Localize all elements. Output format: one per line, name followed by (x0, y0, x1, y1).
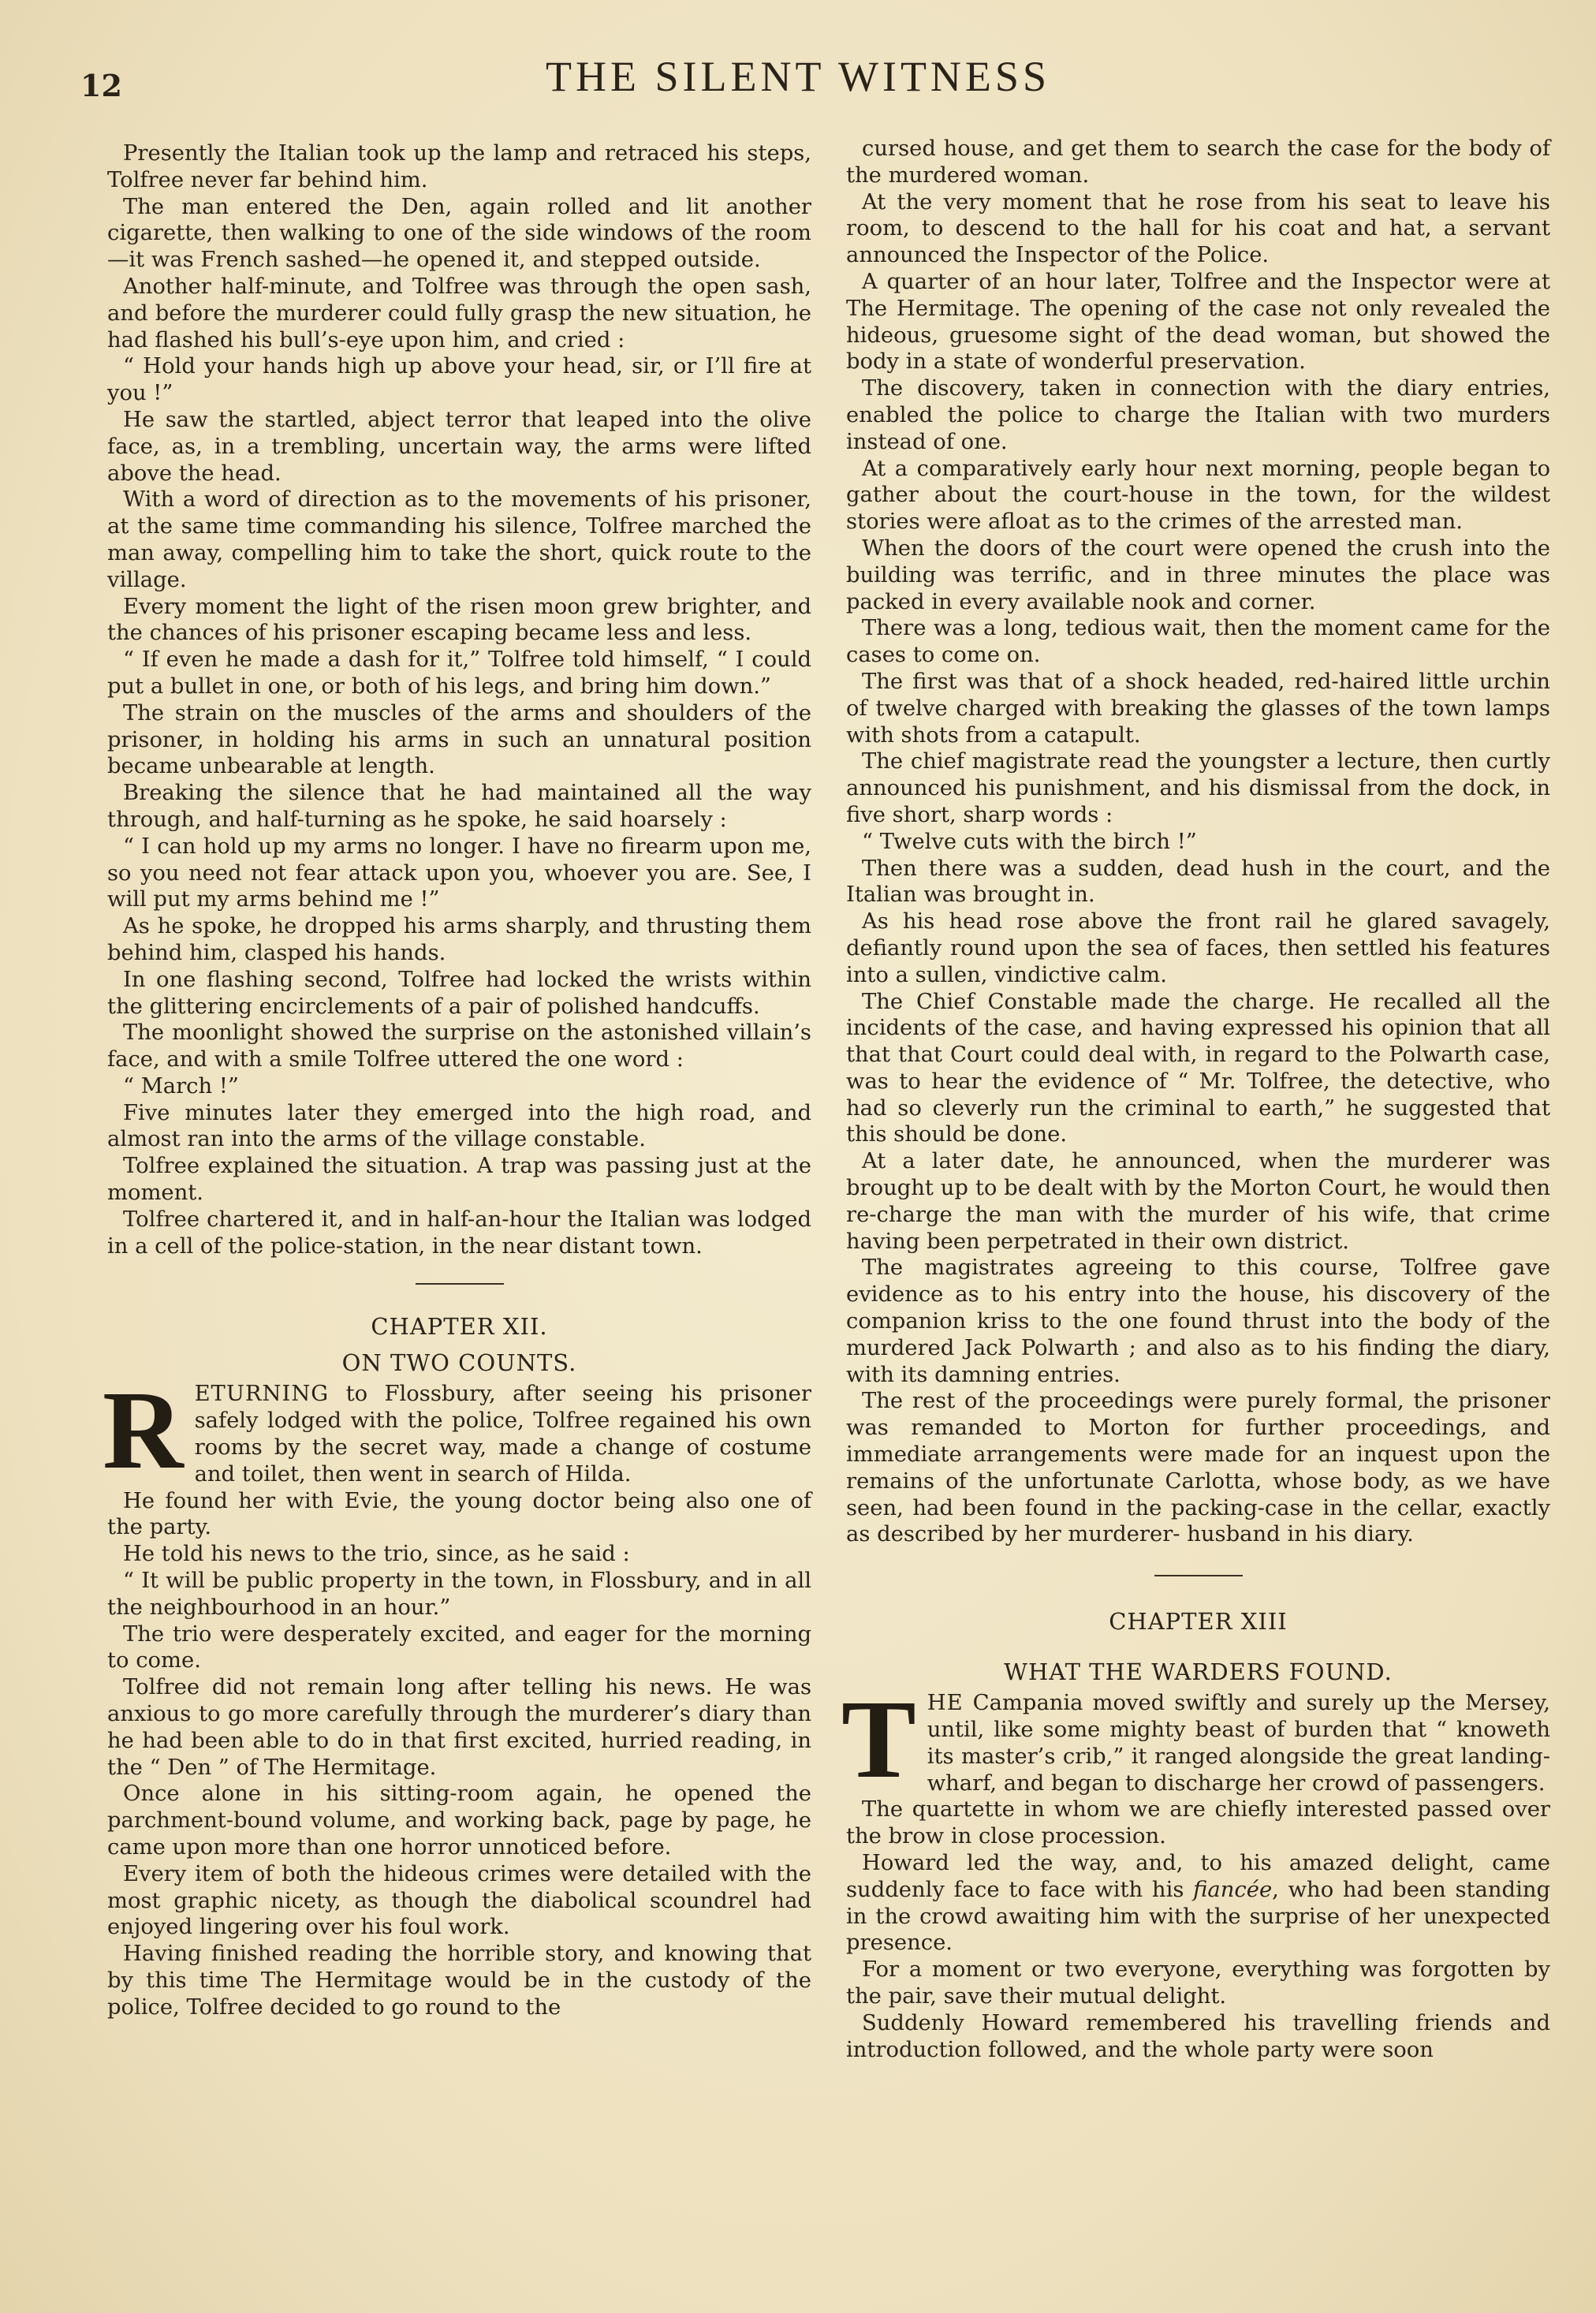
left-column (103, 140, 811, 2021)
paragraph: With a word of direction as to the movements of his prisoner, at the same time commanding his silence, Tolfree marched the man away, compelling him to take the short, quick route to the village. (107, 487, 811, 592)
paragraph: In one flashing second, Tolfree had locked the wrists within the glittering encirclements of a pair of polished handcuffs. (107, 967, 811, 1019)
right-column (841, 136, 1550, 2063)
paragraph-text: , who had been standing in the crowd awaiting him with the surprise of her unexpected presence. (846, 1877, 1550, 1956)
paragraph: Tolfree explained the situation. A trap was passing just at the moment. (107, 1154, 811, 1206)
paragraph: “ I can hold up my arms no longer. I have no firearm upon me, so you need not fear attack upon you, whoever you are. See, I will put my arms behind me !” (107, 834, 811, 912)
chapter-title: WHAT THE WARDERS FOUND. (1004, 1658, 1393, 1686)
opening-paragraph (107, 1381, 811, 1487)
paragraph: Suddenly Howard remembered his travelling friends and introduction followed, and the whole party were soon (846, 2010, 1550, 2062)
paragraph: The man entered the Den, again rolled and lit another cigarette, then walking to one of the side windows of the room—it was French sashed—he opened it, and stepped outside. (107, 194, 811, 273)
paragraph: Tolfree did not remain long after telling his news. He was anxious to go more carefully through the murderer’s diary than he had been able to do in that first excited, hurried reading, in the “ Den ” of The Hermitage. (107, 1675, 811, 1780)
paragraph: The rest of the proceedings were purely formal, the prisoner was remanded to Morton for further proceedings, and immediate arrangements were made for an inquest upon the remains of the unfortunate Carlotta, whose body, as we have seen, had been found in the packing-case in the cellar, exactly as described by her murderer- husband in his diary. (846, 1389, 1550, 1547)
paragraph: The trio were desperately excited, and eager for the morning to come. (107, 1621, 811, 1673)
paragraph: The chief magistrate read the youngster a lecture, then curtly announced his punishment, and his dismissal from the dock, in five short, sharp words : (846, 749, 1550, 827)
right-paragraphs (846, 136, 1550, 1548)
paragraph: Every item of both the hideous crimes were detailed with the most graphic nicety, as though the diabolical scoundrel had enjoyed lingering over his foul work. (107, 1861, 811, 1940)
paragraph: Another half-minute, and Tolfree was through the open sash, and before the murderer could fully grasp the new situation, he had flashed his bull’s-eye upon him, and cried : (107, 274, 811, 353)
paragraph: “ Twelve cuts with the birch !” (862, 829, 1197, 854)
paragraph: Breaking the silence that he had maintained all the way through, and half-turning as he spoke, he said hoarsely : (107, 781, 811, 832)
paragraph: Five minutes later they emerged into the high road, and almost ran into the arms of the village constable. (107, 1100, 811, 1152)
running-title: THE SILENT WITNESS (546, 53, 1050, 100)
paragraph: Then there was a sudden, dead hush in the court, and the Italian was brought in. (846, 856, 1550, 908)
paragraph: The magistrates agreeing to this course, Tolfree gave evidence as to his entry into the house, his discovery of the companion kriss to the one found thrust into the body of the murdered Jack Polwarth ; and also as to his finding the diary, with its damning entries. (846, 1255, 1550, 1387)
opening-word: HE (927, 1691, 964, 1716)
opening-word: ETURNING (194, 1382, 330, 1407)
paragraph: He saw the startled, abject terror that leaped into the olive face, as, in a trembling, uncertain way, the arms were lifted above the head. (107, 407, 811, 486)
paragraph: “ March !” (123, 1073, 239, 1099)
chapter-12-paragraphs (107, 1488, 811, 2021)
opening-text: to Flossbury, after seeing his prisoner safely lodged with the police, Tolfree regained his own rooms by the secret way, made a change of costume and toilet, then went in search of Hilda. (194, 1382, 811, 1487)
chapter-number: CHAPTER XII. (371, 1313, 548, 1341)
paragraph: The moonlight showed the surprise on the astonished villain’s face, and with a smile Tolfree uttered the one word : (107, 1020, 811, 1073)
section-divider (416, 1283, 504, 1285)
paragraph: The discovery, taken in connection with the diary entries, enabled the police to charge the Italian with two murders instead of one. (846, 376, 1550, 454)
opening-paragraph (846, 1690, 1550, 1796)
paragraph: The quartette in whom we are chiefly interested passed over the brow in close procession. (846, 1797, 1550, 1849)
section-divider (1154, 1575, 1243, 1576)
paragraph: At the very moment that he rose from his seat to leave his room, to descend to the hall for his coat and hat, a servant announced the Inspector of the Police. (846, 189, 1550, 268)
paragraph: The strain on the muscles of the arms and shoulders of the prisoner, in holding his arms in such an unnatural position became unbearable at length. (107, 700, 811, 779)
chapter-opening (841, 1677, 1550, 1802)
paragraph: The Chief Constable made the charge. He recalled all the incidents of the case, and having expressed his opinion that all that that Court could deal with, in regard to the Polwarth case, was to hear the evidence of “ Mr. Tolfree, the detective, who had so cleverly run the criminal to earth,” he suggested that this should be done. (846, 989, 1550, 1147)
italic-word: fiancée (1193, 1877, 1273, 1902)
paragraph: He found her with Evie, the young doctor being also one of the party. (107, 1488, 811, 1540)
paragraph: When the doors of the court were opened the crush into the building was terrific, and in three minutes the place was packed in every available nook and corner. (846, 535, 1550, 614)
chapter-title: ON TWO COUNTS. (341, 1349, 577, 1377)
paragraph: “ Hold your hands high up above your head, sir, or I’ll fire at you !” (107, 354, 811, 406)
paragraph: A quarter of an hour later, Tolfree and the Inspector were at The Hermitage. The opening of the case not only revealed the hideous, gruesome sight of the dead woman, but showed the body in a state of wonderful preservation. (846, 269, 1550, 375)
paragraph: The first was that of a shock headed, red-haired little urchin of twelve charged with breaking the glasses of the town lamps with shots from a catapult. (846, 669, 1550, 748)
paragraph: As he spoke, he dropped his arms sharply, and thrusting them behind him, clasped his hands. (107, 914, 811, 965)
opening-text: Campania moved swiftly and surely up the Mersey, until, like some mighty beast of burden that “ knoweth its master’s crib,” it ranged alongside the great landing-wharf, and began to discharge her crowd of passengers. (927, 1691, 1550, 1796)
paragraph: As his head rose above the front rail he glared savagely, defiantly round upon the sea of faces, then settled his features into a sullen, vindictive calm. (846, 909, 1550, 987)
paragraph: Having finished reading the horrible story, and knowing that by this time The Hermitage would be in the custody of the police, Tolfree decided to go round to the (107, 1942, 811, 2020)
paragraph: At a comparatively early hour next morning, people began to gather about the court-house in the town, for the wildest stories were afloat as to the crimes of the arrested man. (846, 456, 1550, 535)
drop-cap: R (103, 1367, 184, 1493)
paragraph: For a moment or two everyone, everything was forgotten by the pair, save their mutual delight. (846, 1957, 1550, 2009)
drop-cap: T (841, 1677, 916, 1802)
paragraph: “ If even he made a dash for it,” Tolfree told himself, “ I could put a bullet in one, or both of his legs, and bring him down.” (107, 647, 811, 699)
paragraph: There was a long, tedious wait, then the moment came for the cases to come on. (846, 616, 1550, 668)
paragraph: Tolfree chartered it, and in half-an-hour the Italian was lodged in a cell of the police-station, in the near distant town. (107, 1207, 811, 1259)
paragraph-text: Howard led the way, and, to his amazed delight, came suddenly face to face with his (846, 1851, 1550, 1902)
left-paragraphs (107, 140, 811, 1259)
paragraph: Presently the Italian took up the lamp and retraced his steps, Tolfree never far behind him. (107, 141, 811, 192)
paragraph: He told his news to the trio, since, as he said : (123, 1542, 630, 1567)
paragraph: Once alone in his sitting-room again, he opened the parchment-bound volume, and working back, page by page, he came upon more than one horror unnoticed before. (107, 1781, 811, 1860)
paragraph: cursed house, and get them to search the case for the body of the murdered woman. (846, 136, 1550, 188)
page-number: 12 (80, 68, 122, 103)
chapter-number: CHAPTER XIII (1109, 1608, 1288, 1636)
chapter-opening (103, 1367, 811, 1493)
page-header (0, 52, 1596, 115)
paragraph (846, 1850, 1550, 1957)
paragraph: Every moment the light of the risen moon grew brighter, and the chances of his prisoner escaping became less and less. (107, 594, 811, 646)
paragraph: “ It will be public property in the town, in Flossbury, and in all the neighbourhood in an hour.” (107, 1569, 811, 1620)
paragraph: At a later date, he announced, when the murderer was brought up to be dealt with by the Morton Court, he would then re-charge the man with the murder of his wife, that crime having been perpetrated in their own district. (846, 1149, 1550, 1254)
